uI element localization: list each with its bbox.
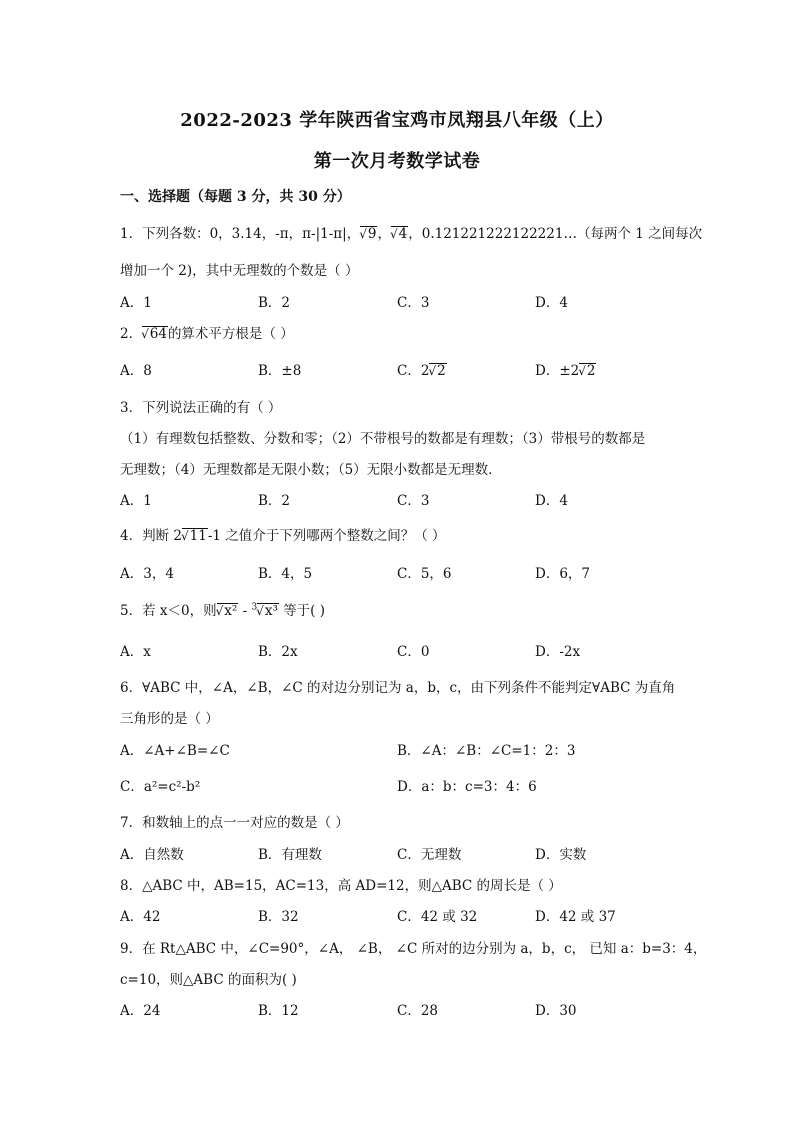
q6-option-b: B．∠A：∠B：∠C=1：2：3 xyxy=(397,743,576,759)
question-6-stem: 6．∀ABC 中，∠A，∠B，∠C 的对边分别记为 a，b，c，由下列条件不能判定∀ABC 为直角 xyxy=(120,680,676,696)
q2-option-a: A．8 xyxy=(120,363,152,379)
q1-option-a: A．1 xyxy=(120,295,152,311)
q3-option-d: D．4 xyxy=(535,493,568,509)
q2-option-b: B．±8 xyxy=(258,363,302,379)
question-9-line2: c=10，则△ABC 的面积为( ) xyxy=(120,972,297,988)
question-7-stem: 7．和数轴上的点一一对应的数是（ ） xyxy=(120,815,349,831)
question-3-line3: 无理数；（4）无理数都是无限小数；（5）无限小数都是无理数． xyxy=(120,462,502,478)
question-6-line2: 三角形的是（ ） xyxy=(120,711,219,727)
q6-option-d: D．a：b：c=3：4：6 xyxy=(397,779,537,795)
q2-option-d: D．±2√ 2 xyxy=(535,359,596,379)
q4-option-b: B．4，5 xyxy=(258,566,313,582)
q9-option-c: C．28 xyxy=(397,1003,439,1019)
q5-option-d: D．-2x xyxy=(535,644,581,660)
q7-option-c: C．无理数 xyxy=(397,847,462,863)
question-5-stem: 5．若 x＜0，则√ x² - $^3$√ x³ 等于( ) xyxy=(120,599,325,619)
q4-option-c: C．5，6 xyxy=(397,566,452,582)
q7-option-b: B．有理数 xyxy=(258,847,322,863)
q4-option-d: D．6，7 xyxy=(535,566,591,582)
q7-option-d: D．实数 xyxy=(535,847,587,863)
sqrt-x-squared: √ x² xyxy=(217,603,239,618)
q1-option-b: B．2 xyxy=(258,295,291,311)
question-4-stem: 4．判断 2√ 11-1 之值介于下列哪两个整数之间？（ ） xyxy=(120,524,446,544)
q9-option-d: D．30 xyxy=(535,1003,577,1019)
question-2-stem: 2．√ 64的算术平方根是（ ） xyxy=(120,322,294,342)
q3-option-b: B．2 xyxy=(258,493,291,509)
sqrt-9: √ 9 xyxy=(360,226,377,241)
q1-option-c: C．3 xyxy=(397,295,430,311)
q7-option-a: A．自然数 xyxy=(120,847,184,863)
section-heading: 一、选择题（每题 3 分，共 30 分） xyxy=(120,189,351,205)
q9-option-a: A．24 xyxy=(120,1003,161,1019)
q5-option-c: C．0 xyxy=(397,644,430,660)
cube-root-index: 3 xyxy=(251,602,258,613)
question-8-stem: 8．△ABC 中，AB=15，AC=13，高 AD=12，则△ABC 的周长是（ ） xyxy=(120,878,562,894)
exam-title-line1: 2022-2023 学年陕西省宝鸡市凤翔县八年级（上） xyxy=(180,110,614,131)
q5-option-a: A．x xyxy=(120,644,151,660)
q5-option-b: B．2x xyxy=(258,644,298,660)
sqrt-64: √ 64 xyxy=(142,326,168,341)
q9-option-b: B．12 xyxy=(258,1003,299,1019)
question-3-line2: （1）有理数包括整数、分数和零；（2）不带根号的数都是有理数；（3）带根号的数都是 xyxy=(120,431,646,447)
sqrt-4: √ 4 xyxy=(391,226,408,241)
sqrt-11: √ 11 xyxy=(182,528,208,543)
q6-option-a: A．∠A+∠B=∠C xyxy=(120,743,230,759)
q3-option-a: A．1 xyxy=(120,493,152,509)
cbrt-x-cubed: √ x³ xyxy=(257,603,279,618)
q8-option-c: C．42 或 32 xyxy=(397,909,478,925)
exam-title-line2: 第一次月考数学试卷 xyxy=(313,151,481,172)
q8-option-a: A．42 xyxy=(120,909,161,925)
q6-option-c: C．a²=c²-b² xyxy=(120,779,201,795)
q8-option-d: D．42 或 37 xyxy=(535,909,616,925)
question-9-stem: 9．在 Rt△ABC 中，∠C=90°，∠A， ∠B， ∠C 所对的边分别为 a，b，c， 已知 a：b=3：4， xyxy=(120,941,707,957)
question-1-stem: 1．下列各数：0，3.14，-π，π-|1-π|，√ 9，√ 4，0.121221222122221…（每两个 1 之间每次 xyxy=(120,222,702,242)
question-3-stem: 3．下列说法正确的有（ ） xyxy=(120,400,282,416)
q8-option-b: B．32 xyxy=(258,909,299,925)
q4-option-a: A．3，4 xyxy=(120,566,174,582)
question-1-stem-line2: 增加一个 2)，其中无理数的个数是（ ） xyxy=(120,263,359,279)
q1-option-d: D．4 xyxy=(535,295,568,311)
q2-option-c: C．2√ 2 xyxy=(397,359,447,379)
q3-option-c: C．3 xyxy=(397,493,430,509)
